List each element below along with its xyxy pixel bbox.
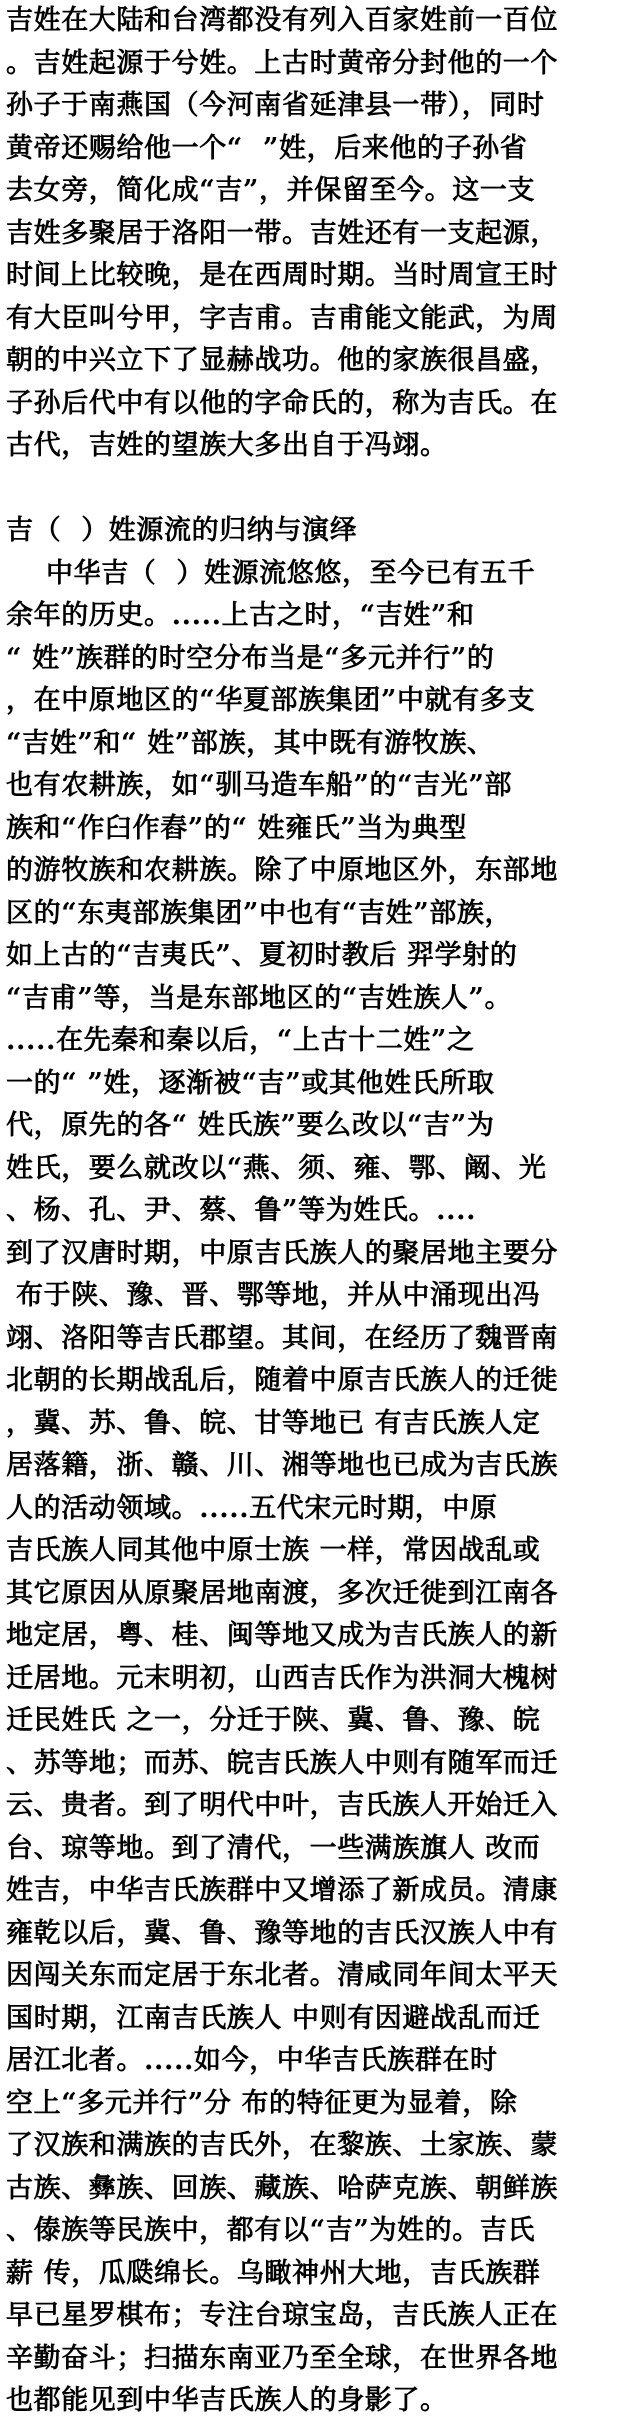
text-line: 、傣族等民族中，都有以“吉”为姓的。吉氏 [6,2215,536,2246]
text-line: 古族、彝族、回族、藏族、哈萨克族、朝鲜族 [6,2172,558,2204]
text-line: 朝的中兴立下了显赫战功。他的家族很昌盛， [6,345,558,376]
text-line: 有大臣叫兮甲，字吉甫。吉甫能文能武，为周 [6,302,558,334]
paragraph-spacer [6,468,636,511]
text-line: 布于陕、豫、晋、鄂等地，并从中涌现出冯 [6,1280,541,1311]
text-line: 姓吉，中华吉氏族群中又增添了新成员。清康 [6,1875,558,1906]
text-line: 居江北者。.....如今，中华吉氏族群在时 [6,2045,498,2076]
text-line: 的游牧族和农耕族。除了中原地区外，东部地 [6,855,558,886]
text-line: 吉氏族人同其他中原士族 一样，常因战乱或 [6,1535,541,1566]
text-line: 了汉族和满族的吉氏外，在黎族、土家族、蒙 [6,2130,558,2161]
text-line: 中华吉（ ）姓源流悠悠，至今已有五千 [6,557,536,589]
text-line: 居落籍，浙、赣、川、湘等地也已成为吉氏族 [6,1450,558,1481]
text-line: 、苏等地；而苏、皖吉氏族人中则有随军而迁 [6,1747,558,1779]
text-line: 云、贵者。到了明代中叶，吉氏族人开始迁入 [6,1790,558,1821]
text-line: 如上古的“吉夷氏”、夏初时教后 羿学射的 [6,940,518,971]
text-line: 也都能见到中华吉氏族人的身影了。 [6,2385,448,2416]
text-line: 空上“多元并行”分 布的特征更为显着，除 [6,2087,518,2119]
text-line: 子孙后代中有以他的字命氏的，称为吉氏。在 [6,387,558,419]
text-line: “ 姓”族群的时空分布当是“多元并行”的 [6,642,495,674]
text-line: 辛勤奋斗；扫描东南亚乃至全球，在世界各地 [6,2342,558,2374]
text-line: “吉姓”和“ 姓”部族，其中既有游牧族、 [6,727,495,759]
text-line: ，在中原地区的“华夏部族集团”中就有多支 [6,685,536,716]
intro-paragraph [6,0,636,468]
text-line: 迁民姓氏 之一，分迁于陕、冀、鲁、豫、皖 [6,1705,541,1736]
text-line: 到了汉唐时期，中原吉氏族人的聚居地主要分 [6,1237,558,1269]
text-line: 人的活动领域。.....五代宋元时期，中原 [6,1492,498,1524]
text-line: 地定居，粤、桂、闽等地又成为吉氏族人的新 [6,1620,558,1651]
text-line: 古代，吉姓的望族大多出自于冯翊。 [6,430,448,461]
text-line: 黄帝还赐给他一个“ ”姓，后来他的子孙省 [6,132,528,164]
section-body [6,510,636,2423]
text-line: 迁居地。元末明初，山西吉氏作为洪洞大槐树 [6,1662,558,1694]
text-line: 族和“作臼作舂”的“ 姓雍氏”当为典型 [6,812,467,844]
text-line: 孙子于南燕国（今河南省延津县一带），同时 [6,90,545,121]
text-line: 早已星罗棋布；专注台琼宝岛，吉氏族人正在 [6,2300,558,2331]
section-heading: 吉（ ）姓源流的归纳与演绎 [6,515,358,546]
text-line: 一的“ ”姓，逐渐被“吉”或其他姓氏所取 [6,1067,495,1099]
text-line: 雍乾以后，冀、鲁、豫等地的吉氏汉族人中有 [6,1917,558,1949]
text-line: 台、琼等地。到了清代，一些满族旗人 改而 [6,1832,541,1864]
text-line: 吉姓多聚居于洛阳一带。吉姓还有一支起源， [6,217,558,249]
text-line: 、杨、孔、尹、蔡、鲁”等为姓氏。.... [6,1195,477,1226]
text-line: 翊、洛阳等吉氏郡望。其间，在经历了魏晋南 [6,1322,558,1354]
text-line: .....在先秦和秦以后，“上古十二姓”之 [6,1025,475,1056]
text-line: 也有农耕族，如“驯马造车船”的“吉光”部 [6,770,513,801]
text-line: 北朝的长期战乱后，随着中原吉氏族人的迁徙 [6,1365,558,1396]
text-line: 国时期，江南吉氏族人 中则有因避战乱而迁 [6,2002,541,2034]
text-line: 余年的历史。.....上古之时，“吉姓”和 [6,600,475,631]
text-line: ，冀、苏、鲁、皖、甘等地已 有吉氏族人定 [6,1407,541,1439]
text-line: 时间上比较晚，是在西周时期。当时周宣王时 [6,260,558,291]
text-line: 区的“东夷部族集团”中也有“吉姓”部族， [6,897,513,929]
text-line: 吉姓在大陆和台湾都没有列入百家姓前一百位 [6,5,558,36]
text-line: 其它原因从原聚居地南渡，多次迁徙到江南各 [6,1577,558,1609]
text-line: 薪 传，瓜瓞绵长。乌瞰神州大地，吉氏族群 [6,2257,541,2289]
text-line: 姓氏，要么就改以“燕、须、雍、鄂、阚、光 [6,1152,547,1184]
text-line: 去女旁，简化成“吉”，并保留至今。这一支 [6,175,536,206]
text-line: “吉甫”等，当是东部地区的“吉姓族人”。 [6,982,513,1014]
text-line: 代，原先的各“ 姓氏族”要么改以“吉”为 [6,1110,495,1141]
text-line: 因闯关东而定居于东北者。清咸同年间太平天 [6,1960,558,1991]
text-line: 。吉姓起源于兮姓。上古时黄帝分封他的一个 [6,47,558,79]
